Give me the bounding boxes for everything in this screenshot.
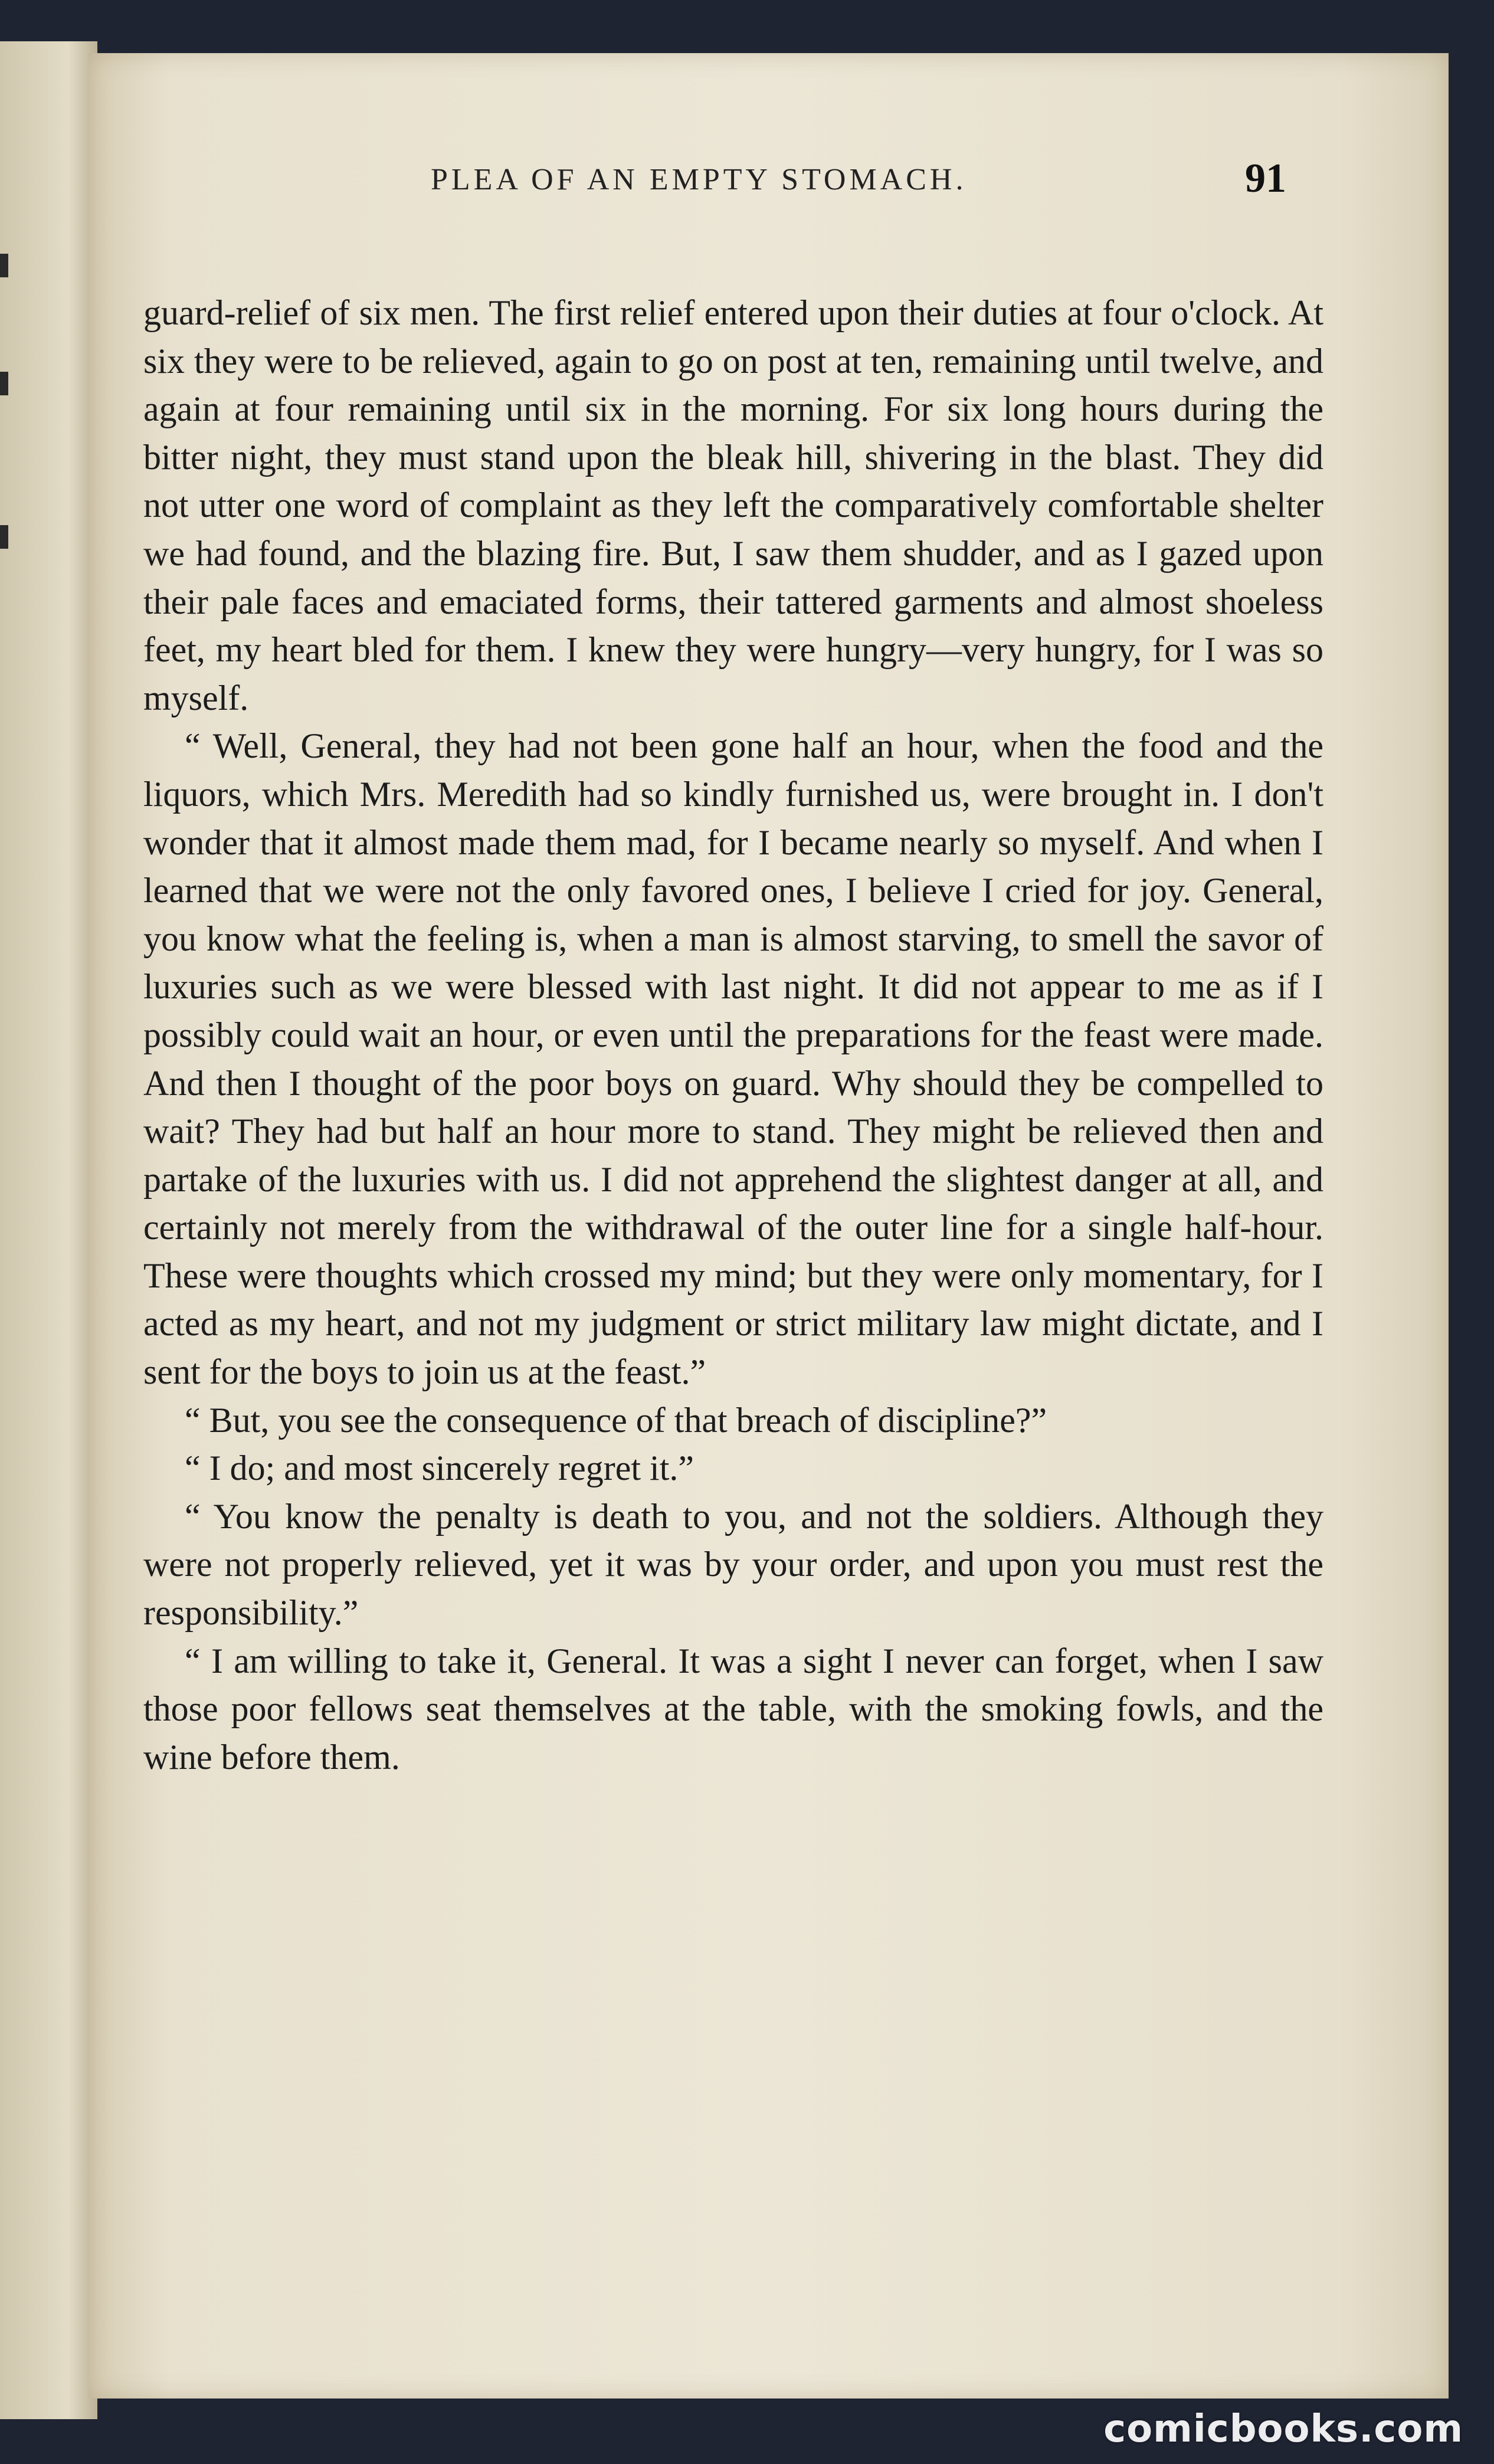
paragraph: “ I do; and most sincerely regret it.” <box>185 1449 694 1488</box>
paragraph: “ I am willing to take it, General. It was a sight I never can forget, when I saw those poor fellows seat themselves at the table, with the smoking fowls, and the wine before them. <box>143 1641 1323 1777</box>
facing-page-bleed-mark <box>0 254 8 277</box>
facing-page-edge <box>0 41 97 2419</box>
paragraph: “ You know the penalty is death to you, and not the soldiers. Although they were not properly relieved, yet it was by your order, and upon you must rest the responsibility.” <box>143 1496 1323 1633</box>
page-number: 91 <box>1245 156 1286 201</box>
page-body <box>143 289 1323 1781</box>
paragraph: “ But, you see the consequence of that breach of discipline?” <box>185 1400 1047 1440</box>
running-title: PLEA OF AN EMPTY STOMACH. <box>431 163 967 196</box>
site-watermark: comicbooks.com <box>1103 2407 1463 2451</box>
book-page <box>89 53 1449 2399</box>
facing-page-bleed-mark <box>0 525 8 549</box>
facing-page-bleed-mark <box>0 372 8 395</box>
paragraph: guard-relief of six men. The first relief entered upon their duties at four o'clock. At six they were to be relieved, again to go on post at ten, remaining until twelve, and again at four remaining until six in the morning. For six long hours during the bitter night, they must stand upon the bleak hill, shivering in the blast. They did not utter one word of complaint as they left the comparatively comfortable shelter we had found, and the blazing fire. But, I saw them shudder, and as I gazed upon their pale faces and emaciated forms, their tattered garments and almost shoeless feet, my heart bled for them. I knew they were hungry—very hungry, for I was so myself. <box>143 293 1323 717</box>
paragraph: “ Well, General, they had not been gone half an hour, when the food and the liquors, which Mrs. Meredith had so kindly furnished us, were brought in. I don't wonder that it almost made them mad, for I became nearly so myself. And when I learned that we were not the only favored ones, I believe I cried for joy. General, you know what the feeling is, when a man is almost starving, to smell the savor of luxuries such as we were blessed with last night. It did not appear to me as if I possibly could wait an hour, or even until the preparations for the feast were made. And then I thought of the poor boys on guard. Why should they be compelled to wait? They had but half an hour more to stand. They might be relieved then and partake of the luxuries with us. I did not apprehend the slightest danger at all, and certainly not merely from the withdrawal of the outer line for a single half-hour. These were thoughts which crossed my mind; but they were only momentary, for I acted as my heart, and not my judgment or strict military law might dictate, and I sent for the boys to join us at the feast.” <box>143 726 1323 1392</box>
page-header <box>89 156 1449 215</box>
